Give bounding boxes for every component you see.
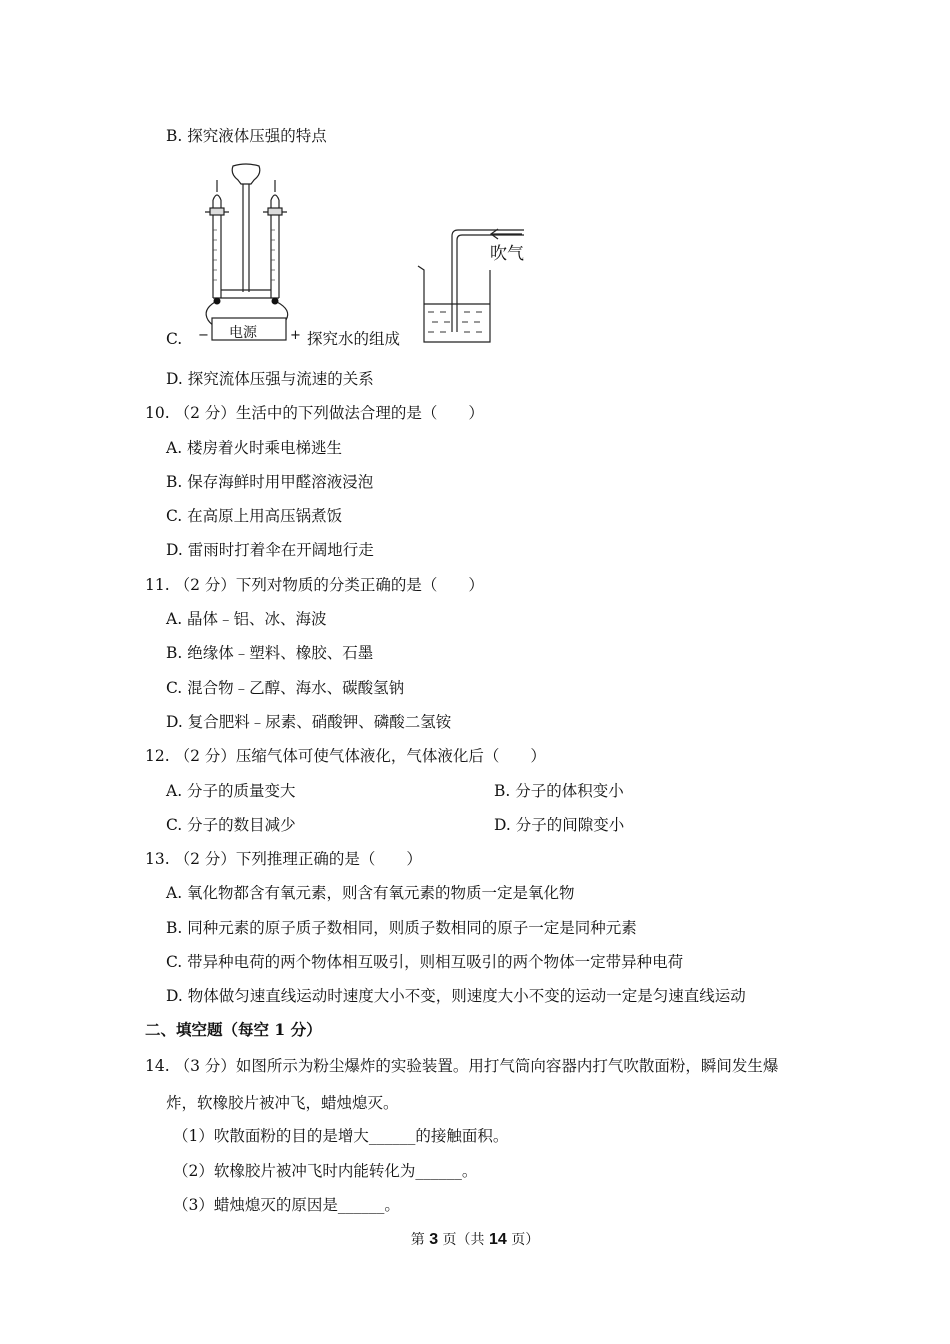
q14-stem-line1: 14. （3 分）如图所示为粉尘爆炸的实验装置。用打气筒向容器内打气吹散面粉，瞬间发生爆 xyxy=(145,1057,779,1075)
q10-option-b: B. 保存海鲜时用甲醛溶液浸泡 xyxy=(166,473,374,491)
q14-stem-line2: 炸，软橡胶片被冲飞，蜡烛熄灭。 xyxy=(166,1094,399,1112)
q10-option-d: D. 雷雨时打着伞在开阔地行走 xyxy=(166,541,374,559)
q9-option-d: D. 探究流体压强与流速的关系 xyxy=(166,370,374,388)
footer-middle: 页（共 xyxy=(438,1232,489,1248)
page-footer xyxy=(0,1229,950,1249)
negative-terminal-sign: − xyxy=(198,328,209,343)
q9-option-b: B. 探究液体压强的特点 xyxy=(166,127,327,145)
q13-option-c: C. 带异种电荷的两个物体相互吸引，则相互吸引的两个物体一定带异种电荷 xyxy=(166,953,684,971)
q14-subquestion-1: （1）吹散面粉的目的是增大______的接触面积。 xyxy=(173,1127,509,1145)
q14-subquestion-3: （3）蜡烛熄灭的原因是______。 xyxy=(173,1196,400,1214)
q9-option-c-letter: C. xyxy=(166,330,183,348)
q12-option-a: A. 分子的质量变大 xyxy=(166,782,296,800)
q14-subquestion-2: （2）软橡胶片被冲飞时内能转化为______。 xyxy=(173,1162,478,1180)
beaker-blowing-figure xyxy=(414,222,529,344)
q13-option-b: B. 同种元素的原子质子数相同，则质子数相同的原子一定是同种元素 xyxy=(166,919,637,937)
q13-stem: 13. （2 分）下列推理正确的是（ ） xyxy=(145,850,422,868)
q13-option-d: D. 物体做匀速直线运动时速度大小不变，则速度大小不变的运动一定是匀速直线运动 xyxy=(166,987,746,1005)
q12-option-d: D. 分子的间隙变小 xyxy=(494,816,625,834)
q10-option-c: C. 在高原上用高压锅煮饭 xyxy=(166,507,343,525)
footer-suffix: 页） xyxy=(506,1232,540,1248)
q9-option-c-text: 探究水的组成 xyxy=(307,330,401,348)
q12-option-b: B. 分子的体积变小 xyxy=(494,782,624,800)
footer-page-number: 3 xyxy=(429,1231,439,1248)
footer-total-pages: 14 xyxy=(489,1231,507,1248)
q11-option-b: B. 绝缘体﹣塑料、橡胶、石墨 xyxy=(166,644,374,662)
positive-terminal-sign: + xyxy=(290,328,301,343)
q11-option-c: C. 混合物﹣乙醇、海水、碳酸氢钠 xyxy=(166,679,405,697)
q13-option-a: A. 氧化物都含有氧元素，则含有氧元素的物质一定是氧化物 xyxy=(166,884,575,902)
blow-air-label: 吹气 xyxy=(490,244,524,264)
q11-option-d: D. 复合肥料﹣尿素、硝酸钾、磷酸二氢铵 xyxy=(166,713,452,731)
q12-option-c: C. 分子的数目减少 xyxy=(166,816,296,834)
q11-stem: 11. （2 分）下列对物质的分类正确的是（ ） xyxy=(145,576,484,594)
power-supply-label: 电源 xyxy=(229,325,257,341)
footer-prefix: 第 xyxy=(410,1232,430,1248)
q10-option-a: A. 楼房着火时乘电梯逃生 xyxy=(166,439,343,457)
electrolysis-apparatus-figure xyxy=(196,160,306,350)
q12-stem: 12. （2 分）压缩气体可使气体液化，气体液化后（ ） xyxy=(145,747,546,765)
q11-option-a: A. 晶体﹣铝、冰、海波 xyxy=(166,610,327,628)
q10-stem: 10. （2 分）生活中的下列做法合理的是（ ） xyxy=(145,404,484,422)
section-heading: 二、填空题（每空 1 分） xyxy=(145,1020,322,1039)
